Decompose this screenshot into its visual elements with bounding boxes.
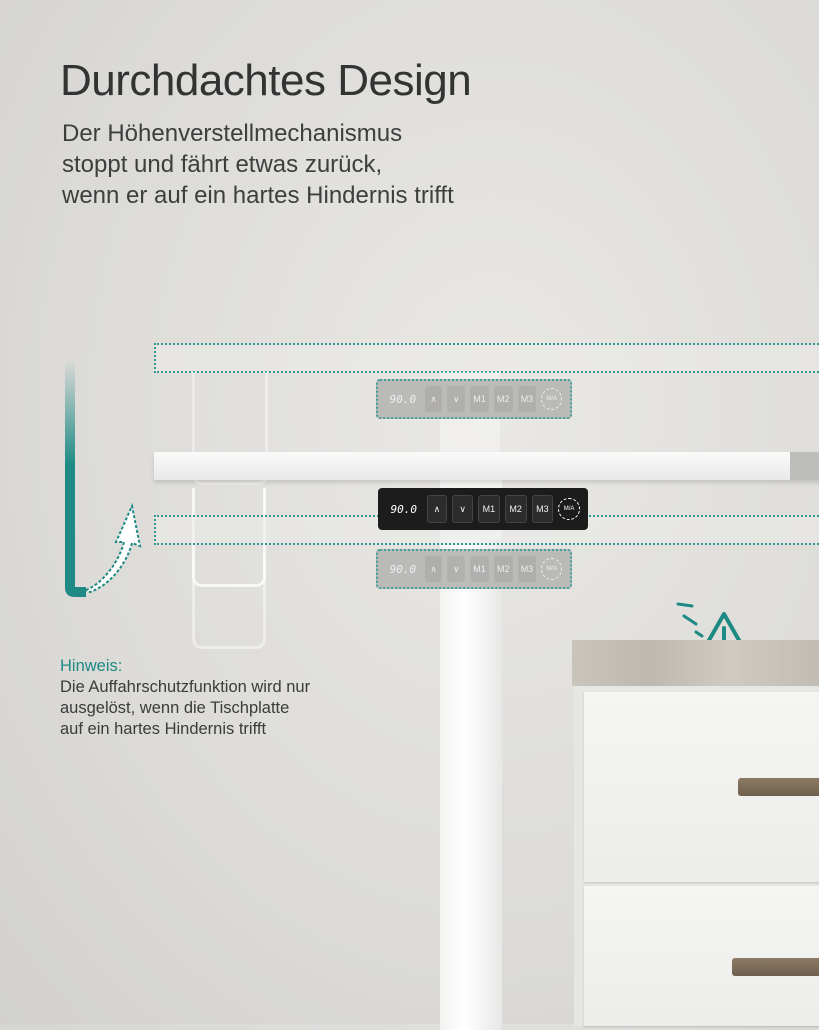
height-display: 90.0 (389, 562, 417, 576)
control-panel-ghost-upper (376, 379, 572, 419)
desk-leg (440, 540, 502, 1030)
memory-1-button[interactable]: M1 (478, 495, 500, 523)
memory-2-button: M2 (494, 556, 513, 582)
memory-3-button: M3 (518, 556, 537, 582)
memory-1-button: M1 (470, 556, 489, 582)
drawer-handle-upper (738, 778, 819, 796)
gear-icon[interactable]: M/A (558, 498, 580, 520)
subtitle-line-1: Der Höhenverstellmechanismus (62, 120, 403, 147)
memory-2-button: M2 (494, 386, 513, 412)
note-line-2: ausgelöst, wenn die Tischplatte (60, 699, 290, 717)
height-display: 90.0 (390, 502, 418, 516)
cabinet-top (572, 640, 819, 686)
drawer-lower (584, 886, 819, 1026)
control-panel-ghost-lower (376, 549, 572, 589)
note-line-3: auf ein hartes Hindernis trifft (60, 720, 267, 738)
gear-icon: M/A (541, 558, 562, 580)
up-button: ∧ (425, 556, 443, 582)
subtitle-line-3: wenn er auf ein hartes Hindernis trifft (62, 182, 454, 209)
down-button[interactable]: ∨ (452, 495, 473, 523)
height-display: 90.0 (389, 392, 417, 406)
desktop-ghost-upper (154, 343, 819, 373)
desktop (154, 452, 819, 480)
gear-icon: M/A (541, 388, 562, 410)
up-button: ∧ (425, 386, 443, 412)
memory-3-button: M3 (518, 386, 537, 412)
note-label: Hinweis: (60, 657, 123, 675)
hook-lower (192, 556, 266, 649)
note (60, 656, 310, 740)
memory-3-button[interactable]: M3 (532, 495, 554, 523)
page-title: Durchdachtes Design (60, 56, 472, 105)
down-button: ∨ (447, 556, 465, 582)
control-panel[interactable] (378, 488, 588, 530)
memory-2-button[interactable]: M2 (505, 495, 527, 523)
up-button[interactable]: ∧ (427, 495, 448, 523)
memory-1-button: M1 (470, 386, 489, 412)
note-line-1: Die Auffahrschutzfunktion wird nur (60, 678, 311, 696)
subtitle-line-2: stoppt und fährt etwas zurück, (62, 151, 383, 178)
subtitle (62, 118, 454, 211)
desk-frame-end (790, 452, 819, 480)
up-arrow-icon (60, 360, 150, 600)
down-button: ∨ (447, 386, 465, 412)
drawer-handle-lower (732, 958, 819, 976)
